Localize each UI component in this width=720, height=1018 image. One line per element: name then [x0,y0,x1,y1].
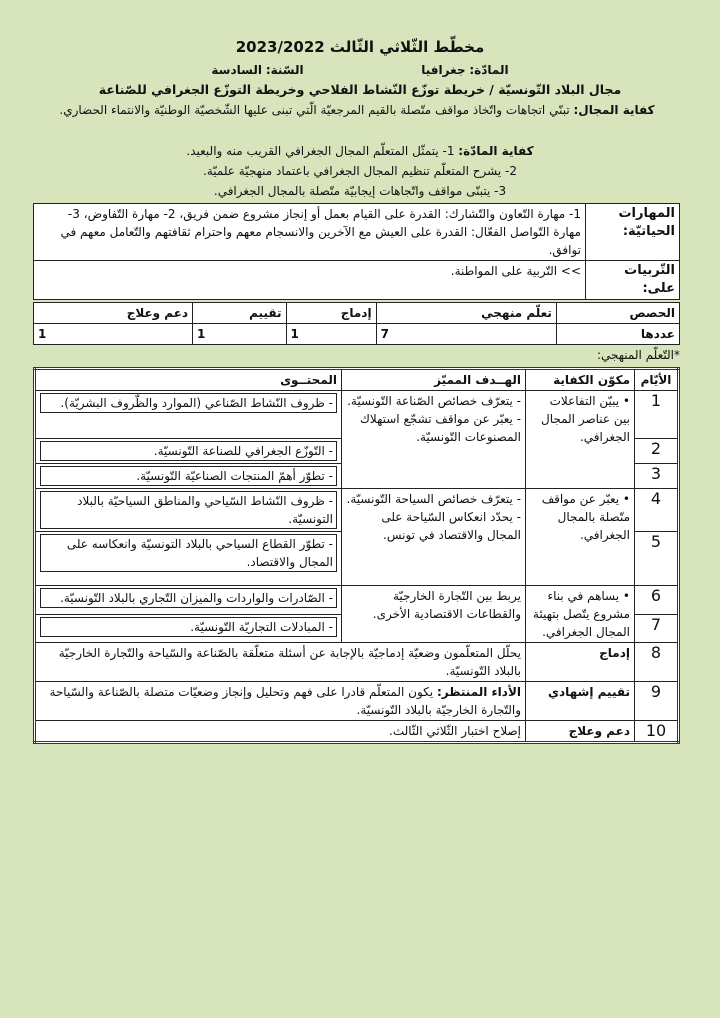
skills-label: المهارات الحياتيّة: [586,204,680,261]
day-number: 10 [635,721,679,743]
assessment-description: يكون المتعلّم قادرا على فهم وتحليل وإنجاز وضعيّات متصلة بالصّناعة والسّياحة والتّجارة الخارجيّة بالبلاد التّونسيّة. [49,685,521,717]
domain-title: مجال البلاد التّونسيّة / خريطة توزّع النّشاط الفلاحي وخريطة التوزّع الجغرافي للصّناعة [98,82,622,97]
goal-item: - يعبّر عن مواقف تشجّع استهلاك المصنوعات التّونسيّة. [360,412,521,444]
domain-comp-text: تبنّي اتجاهات واتّخاذ مواقف متّصلة بالقيم المرجعيّة الّتي تبنى عليها الشّخصيّة الوطنيّة والانتماء الحضاري. [59,103,570,117]
content-cell [35,586,342,615]
subject: جغرافيا [421,63,466,77]
subject-year-line [0,60,720,80]
domain-comp-label: كفاية المجال: [573,103,655,117]
content-text: - الصّادرات والواردات والميزان التّجاري بالبلاد التّونسيّة. [40,588,337,608]
day-number: 4 [635,489,679,532]
content-text: - المبادلات التجاريّة التّونسيّة. [40,617,337,637]
row-label-integration: إدماج [526,643,635,682]
subject-comp-label: كفاية المادّة: [458,144,534,158]
competence-component: • يعبّر عن مواقف متّصلة بالمجال الجغرافي. [526,489,635,586]
subject-competence-2: 2- يشرح المتعلّم تنظيم المجال الجغرافي باعتماد منهجيّة علميّة. [203,164,517,178]
day-number: 6 [635,586,679,615]
content-cell [35,489,342,532]
specific-goal [342,586,526,643]
skills-text: 1- مهارة التّعاون والتّشارك: القدرة على القيام بعمل أو إنجاز مشروع ضمن فريق، 2- مهارة التّفاوض، 3- مهارة التّواصل الفعّال: القدرة على العيش مع الآخرين والانسجام معهم واحترام ثقافتهم والتّعامل معهم في توافق. [34,204,586,261]
row-label-remediation: دعم وعلاج [526,721,635,743]
sessions-table [33,302,680,345]
sessions-count: 1 [34,324,193,345]
content-cell [35,464,342,489]
methodical-learning-note: *التّعلّم المنهجي: [596,348,680,362]
competence-component: • يبيّن التفاعلات بين عناصر المجال الجغرافي. [526,391,635,489]
sessions-count: 7 [376,324,556,345]
subject-competence-1 [0,141,720,161]
expected-performance-label: الأداء المنتظر: [436,685,521,699]
plan-header: المحتــوى [35,369,342,391]
plan-header: الأيّام [635,369,679,391]
page-title: مخطّط الثّلاثي الثّالث 2023/2022 [235,38,485,56]
specific-goal [342,391,526,489]
goal-item: - يحدّد انعكاس السّياحة على المجال والاقتصاد في تونس. [381,510,521,542]
day-number: 8 [635,643,679,682]
content-text: - ظروف النّشاط الصّناعي (الموارد والظّروف البشريّة). [40,393,337,413]
goal-item: يربط بين التّجارة الخارجيّة والقطاعات الاقتصادية الأخرى. [372,589,521,621]
remediation-text: إصلاح اختبار الثّلاثي الثّالث. [35,721,526,743]
domain-competence [2,100,712,120]
content-text: - التّوزّع الجغرافي للصناعة التّونسيّة. [40,441,337,461]
competence-component: • يساهم في بناء مشروع يتّصل بتهيئة المجال الجغرافي. [526,586,635,643]
day-number: 2 [635,439,679,464]
sessions-header: إدماج [286,303,376,324]
skills-table [33,203,680,300]
content-cell [35,614,342,643]
assessment-text [35,682,526,721]
sessions-header: تعلّم منهجي [376,303,556,324]
content-cell [35,391,342,439]
sessions-count: 1 [193,324,286,345]
content-text: - تطوّر أهمّ المنتجات الصناعيّة التّونسيّة. [40,466,337,486]
content-text: - تطوّر القطاع السياحي بالبلاد التونسيّة وانعكاسه على المجال والاقتصاد. [40,534,337,572]
sessions-count: 1 [286,324,376,345]
plan-header: مكوّن الكفاية [526,369,635,391]
goal-item: - يتعرّف خصائص السياحة التّونسيّة. [346,492,521,506]
day-number: 1 [635,391,679,439]
subject-label: المادّة: [469,63,509,77]
subject-competence-3: 3- يتبنّى مواقف واتّجاهات إيجابيّة متّصلة بالمجال الجغرافي. [213,184,507,198]
day-number: 9 [635,682,679,721]
day-number: 5 [635,532,679,586]
year-label: السّنة: [265,63,304,77]
content-cell [35,439,342,464]
sessions-header: الحصص [556,303,679,324]
goal-item: - يتعرّف خصائص الصّناعة التّونسيّة. [347,394,521,408]
specific-goal [342,489,526,586]
sessions-header: دعم وعلاج [34,303,193,324]
day-number: 7 [635,614,679,643]
education-text: >> التّربية على المواطنة. [34,261,586,300]
plan-header: الهــدف المميّز [342,369,526,391]
row-label-assessment: تقييم إشهادي [526,682,635,721]
education-label: التّربيات على: [586,261,680,300]
subject-comp-item: 1- يتمثّل المتعلّم المجال الجغرافي القريب منه والبعيد. [186,144,455,158]
plan-table [33,367,680,744]
content-cell [35,532,342,586]
day-number: 3 [635,464,679,489]
integration-text: يحلّل المتعلّمون وضعيّة إدماجيّة بالإجابة عن أسئلة متعلّقة بالصّناعة والسّياحة والتّجارة الخارجيّة بالبلاد التّونسيّة. [35,643,526,682]
sessions-count: عددها [556,324,679,345]
content-text: - ظروف النّشاط السّياحي والمناطق السياحيّة بالبلاد التونسيّة. [40,491,337,529]
year: السادسة [211,63,262,77]
sessions-header: تقييم [193,303,286,324]
